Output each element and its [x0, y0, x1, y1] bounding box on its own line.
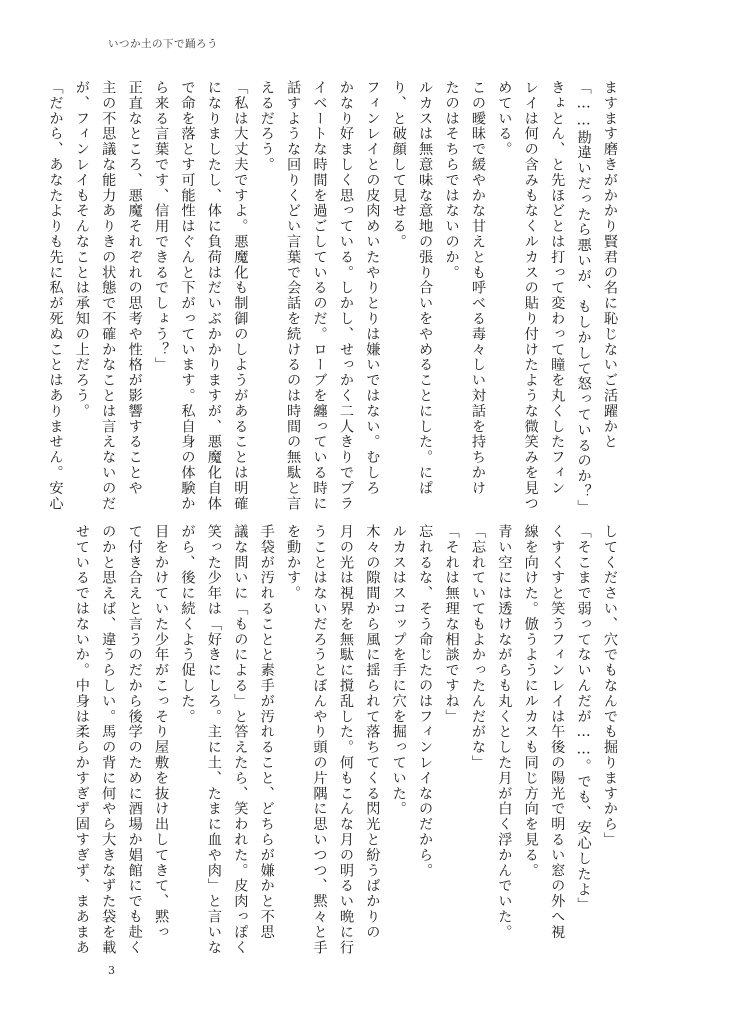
text-column: してください、穴でもなんでも掘りますから」 [602, 524, 618, 848]
text-column: 「忘れていてもよかったんだがな」 [469, 524, 486, 771]
text-column: 月の光は視界を無駄に撹乱した。何もこんな月の明るい晩に行 [337, 524, 354, 956]
text-column: フィンレイとの皮肉めいたやりとりは嫌いではない。むしろ [364, 80, 381, 496]
text-column: イベートな時間を過ごしているのだ。ローブを纏っている時に [311, 80, 328, 512]
text-column: 目をかけていた少年がこっそり屋敷を抜け出してきて、黙っ [153, 524, 170, 940]
text-column: になりましたし、体に負荷はだいぶかかりますが、悪魔化自体 [205, 80, 222, 512]
text-column: で命を落とす可能性はぐんと下がっています。私自身の体験か [179, 80, 196, 512]
text-column: 話すような回りくどい言葉で会話を続けるのは時間の無駄と言 [285, 80, 302, 512]
text-column: 「そこまで弱ってないんだが……。でも、安心したよ」 [575, 524, 592, 913]
text-column: 木々の隙間から風に揺られて落ちてくる閃光と紛うばかりの [364, 524, 381, 940]
page-number: 3 [108, 964, 115, 977]
text-column: ルカスはスコップを手に穴を掘っていた。 [390, 524, 407, 817]
text-column: くすくすと笑うフィンレイは午後の陽光で明るい窓の外へ視 [549, 524, 566, 940]
text-column: 「私は大丈夫ですよ。悪魔化も制御のしようがあることは明確 [232, 80, 249, 512]
text-column: たのはそちらではないのか。 [443, 80, 460, 281]
text-column: せているではないか。中身は柔らかすぎず固すぎず、まあまあ [73, 524, 90, 956]
text-column: を動かす。 [285, 524, 302, 601]
text-column: り、と破顔して見せる。 [390, 80, 407, 250]
text-column: 「だから、あなたよりも先に私が死ぬことはありません。安心 [47, 80, 64, 512]
text-column: ルカスは無意味な意地の張り合いをやめることにした。にぱ [417, 80, 434, 496]
running-header: いつか土の下で踊ろう [108, 38, 218, 50]
text-column: えるだろう。 [258, 80, 275, 173]
text-column: 線を向けた。倣うようにルカスも同じ方向を見る。 [522, 524, 539, 879]
text-column: 「それは無理な相談ですね」 [443, 524, 460, 725]
text-column: 議な問いに「ものによる」と答えたら、笑われた。皮肉っぽく [232, 524, 249, 956]
text-column: レイは何の含みもなくルカスの貼り付けたような微笑みを見つ [522, 80, 539, 512]
text-column: 笑った少年は「好きにしろ。主に土、たまに血や肉」と言いな [205, 524, 222, 956]
upper-text-block [47, 80, 623, 515]
text-column: 青い空には透けながらも丸くとした月が白く浮かんでいた。 [496, 524, 513, 940]
text-column: て付き合えと言うのだから後学のために酒場か娼館にでも赴く [126, 524, 143, 956]
text-column: ますます磨きがかかり賢君の名に恥じないご活躍かと [602, 80, 618, 450]
text-column: かなり好ましく思っている。しかし、せっかく二人きりでプラ [337, 80, 354, 512]
text-column: きょとん、と先ほどとは打って変わって瞳を丸くしたフィン [549, 80, 566, 496]
text-column: この曖昧で緩やかな甘えとも呼べる毒々しい対話を持ちかけ [469, 80, 486, 496]
text-column: めている。 [496, 80, 513, 157]
text-column: 正直なところ、悪魔それぞれの思考や性格が影響することや [126, 80, 143, 496]
text-column: ら来る言葉です、信用できるでしょう？」 [153, 80, 170, 373]
text-column: がら、後に続くよう促した。 [179, 524, 196, 725]
lower-text-block [73, 524, 623, 956]
text-column: のかと思えば、違うらしい。馬の背に何やら大きなずた袋を載 [100, 524, 117, 956]
text-column: 「……勘違いだったら悪いが、もしかして怒っているのか？」 [575, 80, 592, 515]
text-column: が、フィンレイもそんなことは承知の上だろう。 [73, 80, 90, 419]
text-column: 忘れるな、そう命じたのはフィンレイなのだから。 [417, 524, 434, 879]
text-column: うことはないだろうとぼんやり頭の片隅に思いつつ、黙々と手 [311, 524, 328, 956]
text-column: 手袋が汚れることと素手が汚れること、どちらが嫌かと不思 [258, 524, 275, 940]
text-column: 主の不思議な能力ありきの状態で不確かなことは言えないのだ [100, 80, 117, 512]
